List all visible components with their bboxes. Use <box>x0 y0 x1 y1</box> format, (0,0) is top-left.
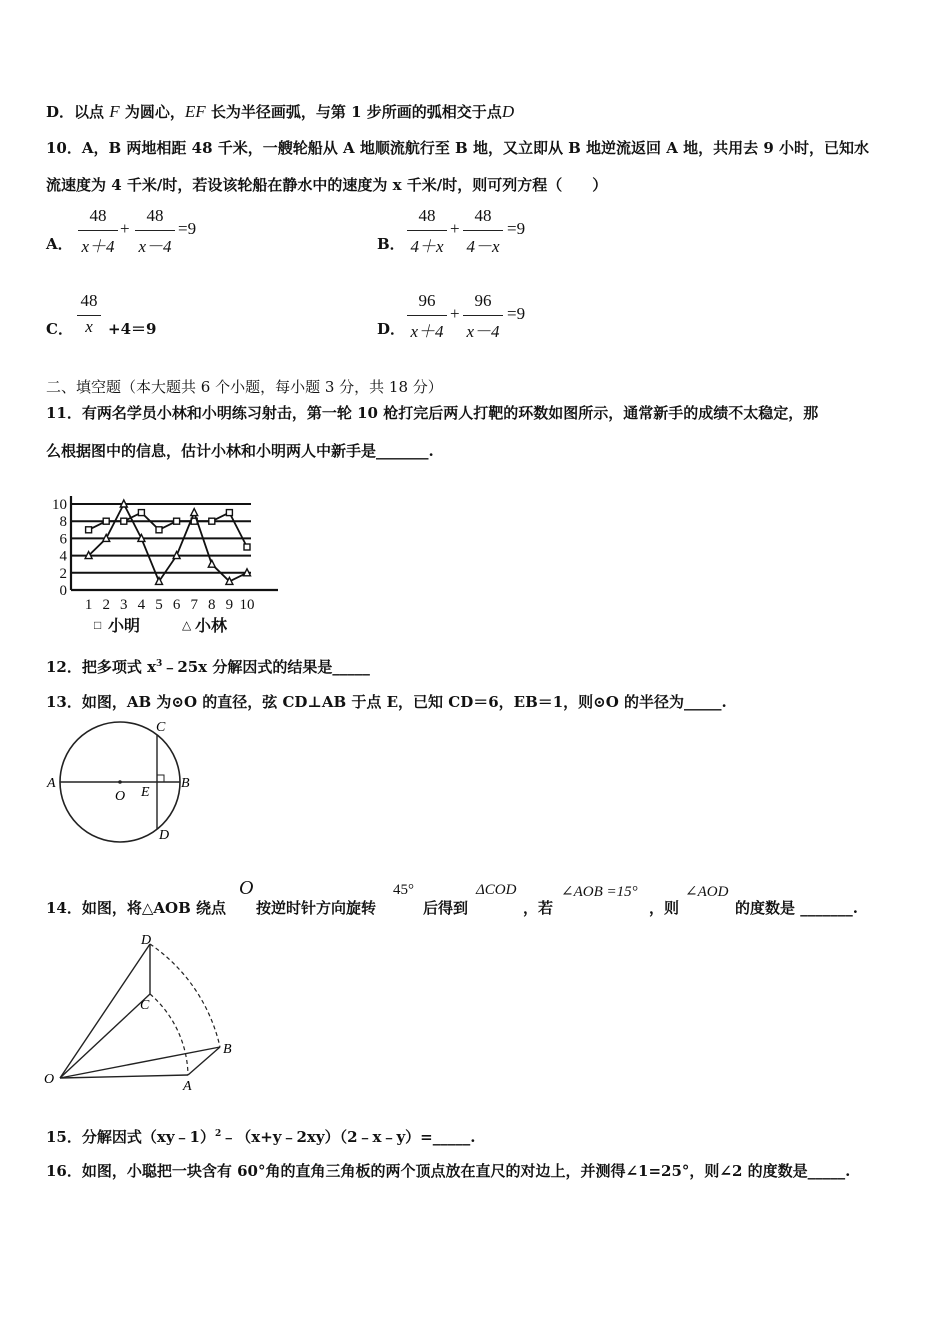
text: 为圆心， <box>124 103 185 121</box>
x-tick-label: 2 <box>102 597 110 613</box>
center-point <box>118 780 122 784</box>
x-tick-label: 1 <box>84 597 93 613</box>
label-o: O <box>115 789 126 804</box>
plus-sign: + <box>450 219 460 238</box>
label-a: A <box>183 1079 192 1092</box>
denominator: x＋4 <box>410 322 444 341</box>
q14-t5: ，则 <box>649 899 680 917</box>
equals-nine: =9 <box>507 219 526 238</box>
q11-line1: 11．有两名学员小林和小明练习射击，第一轮 10 枪打完后两人打靶的环数如图所示，通常新手的成绩不太稳定，那 <box>46 404 819 422</box>
x-tick-label: 7 <box>190 597 198 613</box>
fraction-bar <box>407 315 447 316</box>
superscript: 3 <box>156 659 163 669</box>
data-point-triangle <box>191 509 198 516</box>
y-tick-label: 10 <box>52 497 67 513</box>
text: 12．把多项式 x <box>46 658 157 676</box>
plus-sign: + <box>120 219 130 238</box>
q12 <box>46 656 370 677</box>
q14-t3: 后得到 <box>423 899 469 917</box>
math-var: D <box>501 102 515 121</box>
plus-sign: + <box>450 304 460 323</box>
text: 以点 <box>74 103 105 121</box>
equals-nine: =9 <box>178 219 197 238</box>
q14-point-o: O <box>239 877 254 899</box>
q10-option-d-frac1 <box>405 291 449 341</box>
math-var: F <box>109 102 120 121</box>
label-b: B <box>223 1042 232 1057</box>
q10-option-d-frac2 <box>461 291 505 341</box>
x-tick-label: 8 <box>208 597 216 613</box>
q10-line2: 流速度为 4 千米/时，若设该轮船在静水中的速度为 x 千米/时，则可列方程（ ） <box>46 176 608 194</box>
data-point-square <box>138 510 144 516</box>
label-o: O <box>44 1072 55 1087</box>
q10-option-c-rest: +4＝9 <box>108 320 157 338</box>
arc-ca <box>150 994 188 1075</box>
q10-option-a-frac1 <box>76 206 120 256</box>
text: 长为半径画弧，与第 1 步所画的弧相交于点 <box>210 103 502 121</box>
label-e: E <box>141 785 150 800</box>
segment-ab <box>188 1047 220 1075</box>
data-point-square <box>156 527 162 533</box>
label-d: D <box>159 828 170 843</box>
numerator: 48 <box>474 206 492 225</box>
equals-nine: =9 <box>507 304 526 323</box>
legend-label-ming: 小明 <box>108 618 141 635</box>
segment-oa <box>60 1075 188 1078</box>
q14-t1: 14．如图，将△AOB 绕点 <box>46 899 227 917</box>
y-tick-label: 0 <box>59 583 67 599</box>
data-point-triangle <box>173 552 180 559</box>
text: ﹣25x 分解因式的结果是_____ <box>162 658 370 676</box>
fraction-bar <box>78 230 118 231</box>
q14-t4: ，若 <box>523 899 554 917</box>
q10-option-a-frac2 <box>133 206 177 256</box>
q10-option-b-frac2 <box>461 206 505 256</box>
q14-t2: 按逆时针方向旋转 <box>256 899 377 917</box>
q10-option-b-label: B． <box>377 235 405 253</box>
series-line-0 <box>89 513 247 547</box>
q14-triangle-cod: ΔCOD <box>476 882 517 898</box>
label-c: C <box>140 998 150 1013</box>
x-tick-label: 10 <box>239 597 255 613</box>
numerator: 96 <box>418 291 436 310</box>
fraction-bar <box>463 315 503 316</box>
segment-oc <box>60 994 150 1078</box>
q14-rotation-figure <box>40 932 250 1092</box>
denominator: 4＋x <box>410 237 444 256</box>
fraction-bar <box>77 315 101 316</box>
y-tick-label: 4 <box>59 548 67 565</box>
q10-option-d-label: D． <box>377 320 406 338</box>
data-point-square <box>121 518 127 524</box>
y-tick-label: 6 <box>59 531 67 548</box>
q10-option-a-label: A． <box>46 235 73 253</box>
data-point-square <box>226 510 232 516</box>
numerator: 48 <box>146 206 164 225</box>
denominator: x <box>85 317 93 336</box>
fraction-bar <box>463 230 503 231</box>
label-d: D <box>141 933 152 948</box>
data-point-square <box>86 527 92 533</box>
data-point-square <box>103 518 109 524</box>
numerator: 96 <box>474 291 492 310</box>
numerator: 48 <box>89 206 107 225</box>
denominator: x－4 <box>466 322 500 341</box>
section-title: 二、填空题（本大题共 6 个小题，每小题 3 分，共 18 分） <box>46 378 443 396</box>
q14-angle-aod: ∠AOD <box>685 884 729 900</box>
q14-t6: 的度数是 _______. <box>735 899 858 917</box>
label-b: B <box>181 776 190 791</box>
option-label: D． <box>46 103 75 121</box>
denominator: x－4 <box>138 237 172 256</box>
q10-line1: 10．A，B 两地相距 48 千米，一艘轮船从 A 地顺流航行至 B 地，又立即从 B 地逆流返回 A 地，共用去 9 小时，已知水 <box>46 139 870 157</box>
q15 <box>46 1126 475 1147</box>
right-angle-mark <box>157 775 164 782</box>
fraction-bar <box>407 230 447 231</box>
q9-option-d <box>46 101 514 122</box>
data-point-square <box>209 518 215 524</box>
text: ﹣（x+y﹣2xy）（2﹣x﹣y）=_____. <box>221 1128 476 1146</box>
label-a: A <box>47 776 56 791</box>
data-point-square <box>174 518 180 524</box>
superscript: 2 <box>214 1129 222 1139</box>
q10-option-b-frac1 <box>405 206 449 256</box>
label-c: C <box>156 720 166 735</box>
x-tick-label: 3 <box>120 597 128 613</box>
text: 15．分解因式（xy﹣1） <box>46 1128 215 1146</box>
arc-db <box>150 944 220 1047</box>
q13-circle-figure <box>44 716 196 848</box>
x-tick-label: 5 <box>155 597 163 613</box>
fraction-bar <box>135 230 175 231</box>
legend-label-lin: 小林 <box>195 618 228 635</box>
q13: 13．如图，AB 为⊙O 的直径，弦 CD⊥AB 于点 E，已知 CD＝6，EB＝1，则⊙O 的半径为_____. <box>46 693 727 711</box>
q10-option-c-label: C． <box>46 320 73 338</box>
data-point-triangle <box>208 560 215 567</box>
denominator: x＋4 <box>81 237 115 256</box>
numerator: 48 <box>80 291 98 310</box>
y-tick-label: 8 <box>59 514 67 531</box>
q14-angle-45: 45° <box>393 882 414 898</box>
segment-ob <box>60 1047 220 1078</box>
q11-line2: 么根据图中的信息，估计小林和小明两人中新手是_______. <box>46 442 434 460</box>
segment-od <box>60 944 150 1078</box>
data-point-triangle <box>120 500 127 507</box>
legend-symbol-ming: □ <box>94 618 102 632</box>
x-tick-label: 4 <box>137 597 146 613</box>
q16: 16．如图，小聪把一块含有 60°角的直角三角板的两个顶点放在直尺的对边上，并测得∠1=25°，则∠2 的度数是_____. <box>46 1162 851 1180</box>
legend-symbol-lin: △ <box>182 618 192 632</box>
numerator: 48 <box>418 206 436 225</box>
y-tick-label: 2 <box>59 565 67 582</box>
denominator: 4－x <box>466 237 500 256</box>
q10-option-c-frac <box>76 291 102 341</box>
data-point-square <box>244 544 250 550</box>
x-tick-label: 6 <box>172 597 181 613</box>
math-var: EF <box>184 102 206 121</box>
q14-angle-aob: ∠AOB =15° <box>561 884 638 900</box>
data-point-triangle <box>244 569 251 576</box>
x-tick-label: 9 <box>225 597 234 613</box>
q11-shooting-chart <box>46 492 286 642</box>
